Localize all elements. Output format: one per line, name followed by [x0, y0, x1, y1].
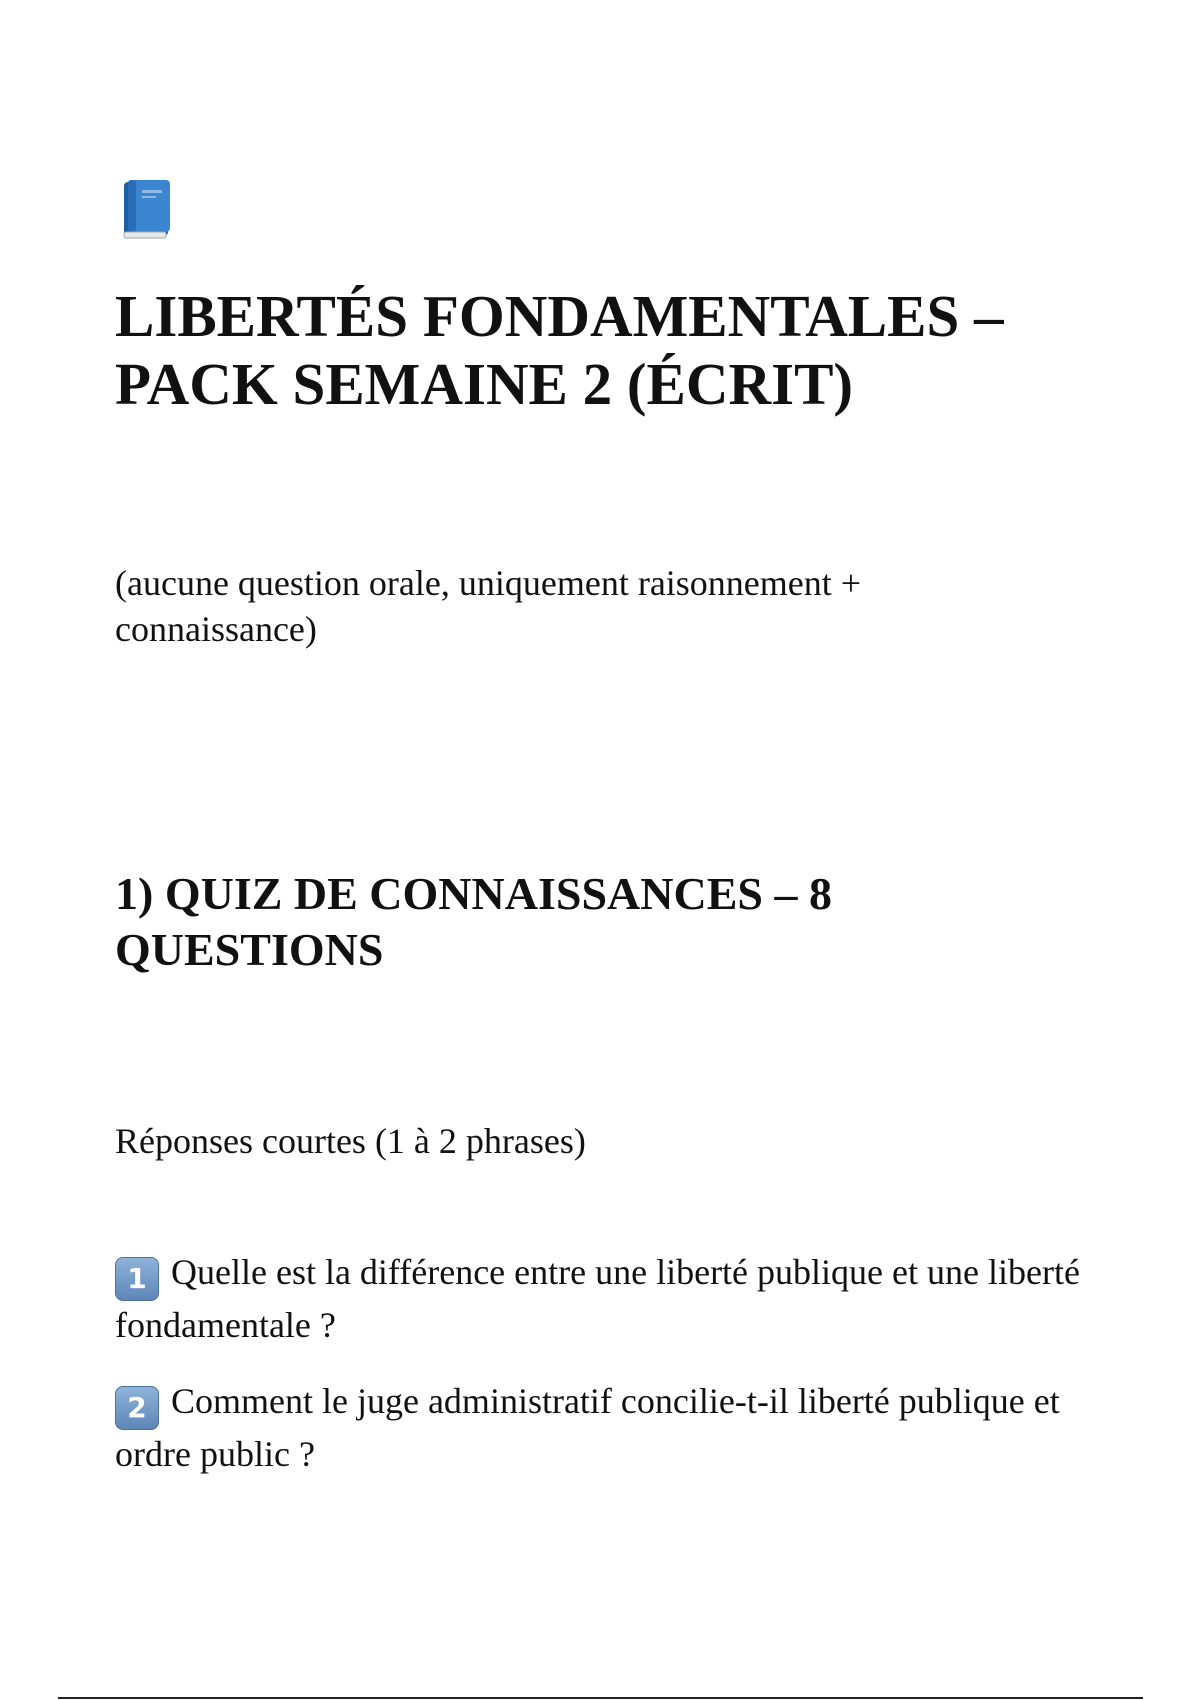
- page-title: LIBERTÉS FONDAMENTALES – PACK SEMAINE 2 (ÉCRIT): [115, 283, 1004, 417]
- question-text: Comment le juge administratif concilie-t-il liberté publique et ordre public ?: [115, 1381, 1060, 1474]
- section-heading: 1) QUIZ DE CONNAISSANCES – 8 QUESTIONS: [115, 868, 832, 975]
- keycap-one-icon: 1: [115, 1257, 159, 1301]
- question-2: [115, 1377, 1100, 1479]
- subtitle: (aucune question orale, uniquement raisonnement + connaissance): [115, 563, 862, 649]
- instructions-text: Réponses courtes (1 à 2 phrases): [115, 1121, 586, 1161]
- blue-book-icon: [118, 178, 174, 240]
- keycap-two-icon: 2: [115, 1386, 159, 1430]
- bottom-divider: [58, 1697, 1143, 1699]
- question-1: [115, 1248, 1100, 1350]
- question-text: Quelle est la différence entre une liberté publique et une liberté fondamentale ?: [115, 1252, 1080, 1345]
